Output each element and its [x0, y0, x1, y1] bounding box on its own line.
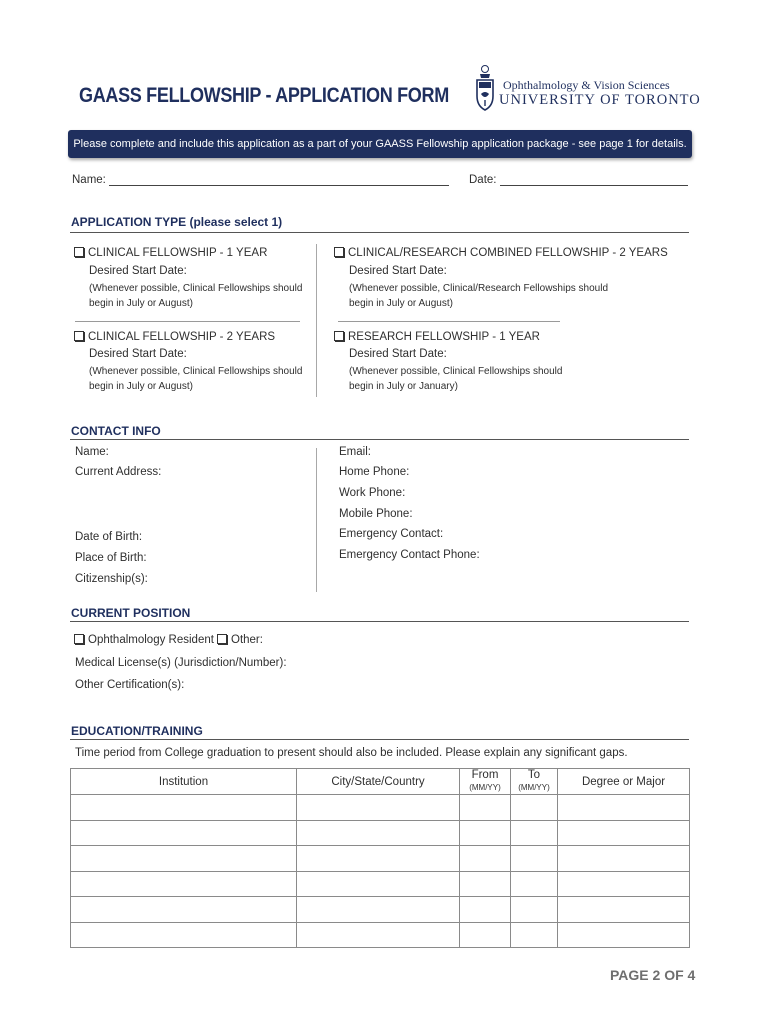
- form-title: GAASS FELLOWSHIP - APPLICATION FORM: [79, 84, 449, 107]
- instructions-banner: Please complete and include this application as a part of your GAASS Fellowship application package - see page 1 for details.: [68, 130, 692, 158]
- date-line: [500, 174, 688, 186]
- option-ophthalmology-resident[interactable]: Ophthalmology Resident: [74, 634, 214, 646]
- name-line: [109, 174, 449, 186]
- checkbox[interactable]: [217, 634, 227, 644]
- place-of-birth-field[interactable]: Place of Birth:: [75, 552, 147, 564]
- option-note: (Whenever possible, Clinical Fellowships should: [89, 366, 303, 377]
- email-field[interactable]: Email:: [339, 446, 371, 458]
- table-cell[interactable]: [511, 897, 558, 923]
- contact-name-field[interactable]: Name:: [75, 446, 109, 458]
- checkbox[interactable]: [74, 247, 84, 257]
- col-degree-major: Degree or Major: [558, 769, 690, 795]
- contact-info-heading: CONTACT INFO: [71, 424, 161, 438]
- option-other[interactable]: Other:: [217, 634, 263, 646]
- education-table: [70, 768, 690, 948]
- col-to: To (MM/YY): [511, 769, 558, 795]
- medical-license-field[interactable]: Medical License(s) (Jurisdiction/Number):: [75, 657, 287, 669]
- table-cell[interactable]: [558, 922, 690, 948]
- option-clinical-research-2yr[interactable]: CLINICAL/RESEARCH COMBINED FELLOWSHIP - 2 YEARS: [334, 247, 668, 259]
- university-logo: [473, 64, 701, 116]
- emergency-contact-phone-field[interactable]: Emergency Contact Phone:: [339, 549, 480, 561]
- col-institution: Institution: [71, 769, 297, 795]
- table-cell[interactable]: [460, 846, 511, 872]
- table-row: [71, 820, 690, 846]
- table-cell[interactable]: [511, 820, 558, 846]
- table-header-row: [71, 769, 690, 795]
- table-cell[interactable]: [297, 846, 460, 872]
- table-cell[interactable]: [71, 820, 297, 846]
- table-cell[interactable]: [71, 795, 297, 821]
- table-row: [71, 897, 690, 923]
- option-note: begin in July or August): [89, 381, 193, 392]
- other-certifications-field[interactable]: Other Certification(s):: [75, 679, 185, 691]
- current-address-field[interactable]: Current Address:: [75, 466, 162, 478]
- option-note: (Whenever possible, Clinical Fellowships should: [89, 283, 303, 294]
- education-note: Time period from College graduation to present should also be included. Please explain any significant gaps.: [75, 747, 628, 759]
- checkbox[interactable]: [334, 247, 344, 257]
- table-cell[interactable]: [511, 871, 558, 897]
- section-divider: [70, 739, 689, 740]
- divider: [75, 321, 300, 322]
- table-cell[interactable]: [460, 897, 511, 923]
- table-cell[interactable]: [460, 871, 511, 897]
- table-cell[interactable]: [297, 795, 460, 821]
- emergency-contact-field[interactable]: Emergency Contact:: [339, 528, 444, 540]
- option-note: begin in July or January): [349, 381, 458, 392]
- table-cell[interactable]: [71, 846, 297, 872]
- logo-department: Ophthalmology & Vision Sciences: [503, 78, 670, 92]
- table-cell[interactable]: [558, 846, 690, 872]
- section-divider: [70, 439, 689, 440]
- table-cell[interactable]: [297, 922, 460, 948]
- citizenship-field[interactable]: Citizenship(s):: [75, 573, 148, 585]
- table-row: [71, 922, 690, 948]
- table-cell[interactable]: [558, 871, 690, 897]
- table-cell[interactable]: [511, 922, 558, 948]
- checkbox[interactable]: [334, 331, 344, 341]
- work-phone-field[interactable]: Work Phone:: [339, 487, 406, 499]
- option-research-1yr[interactable]: RESEARCH FELLOWSHIP - 1 YEAR: [334, 331, 540, 343]
- table-cell[interactable]: [511, 795, 558, 821]
- col-city-state-country: City/State/Country: [297, 769, 460, 795]
- mobile-phone-field[interactable]: Mobile Phone:: [339, 508, 413, 520]
- table-row: [71, 871, 690, 897]
- table-cell[interactable]: [71, 871, 297, 897]
- table-row: [71, 846, 690, 872]
- divider: [338, 321, 560, 322]
- checkbox[interactable]: [74, 331, 84, 341]
- logo-university: UNIVERSITY OF TORONTO: [499, 92, 701, 108]
- crest-icon: [473, 64, 497, 114]
- date-field[interactable]: [469, 174, 688, 186]
- section-divider: [70, 621, 689, 622]
- checkbox[interactable]: [74, 634, 84, 644]
- application-type-heading: APPLICATION TYPE (please select 1): [71, 215, 283, 229]
- page-number: PAGE 2 OF 4: [610, 967, 696, 983]
- table-cell[interactable]: [558, 795, 690, 821]
- table-cell[interactable]: [558, 820, 690, 846]
- column-divider: [316, 244, 317, 397]
- table-cell[interactable]: [460, 922, 511, 948]
- column-divider: [316, 448, 317, 592]
- table-cell[interactable]: [460, 820, 511, 846]
- table-cell[interactable]: [460, 795, 511, 821]
- home-phone-field[interactable]: Home Phone:: [339, 466, 410, 478]
- col-from: From (MM/YY): [460, 769, 511, 795]
- table-cell[interactable]: [558, 897, 690, 923]
- option-clinical-2yr[interactable]: CLINICAL FELLOWSHIP - 2 YEARS: [74, 331, 275, 343]
- option-note: (Whenever possible, Clinical/Research Fellowships should: [349, 283, 609, 294]
- date-of-birth-field[interactable]: Date of Birth:: [75, 531, 143, 543]
- table-row: [71, 795, 690, 821]
- start-date-label: Desired Start Date:: [349, 265, 447, 277]
- name-label: Name:: [72, 174, 106, 186]
- table-cell[interactable]: [71, 922, 297, 948]
- date-label: Date:: [469, 174, 497, 186]
- start-date-label: Desired Start Date:: [89, 348, 187, 360]
- start-date-label: Desired Start Date:: [89, 265, 187, 277]
- table-cell[interactable]: [297, 820, 460, 846]
- option-note: (Whenever possible, Clinical Fellowships should: [349, 366, 563, 377]
- name-field[interactable]: [72, 174, 449, 186]
- option-note: begin in July or August): [89, 298, 193, 309]
- table-cell[interactable]: [297, 897, 460, 923]
- start-date-label: Desired Start Date:: [349, 348, 447, 360]
- table-cell[interactable]: [297, 871, 460, 897]
- current-position-heading: CURRENT POSITION: [71, 606, 191, 620]
- table-cell[interactable]: [71, 897, 297, 923]
- option-note: begin in July or August): [349, 298, 453, 309]
- education-heading: EDUCATION/TRAINING: [71, 724, 203, 738]
- option-clinical-1yr[interactable]: CLINICAL FELLOWSHIP - 1 YEAR: [74, 247, 267, 259]
- table-cell[interactable]: [511, 846, 558, 872]
- section-divider: [70, 232, 689, 233]
